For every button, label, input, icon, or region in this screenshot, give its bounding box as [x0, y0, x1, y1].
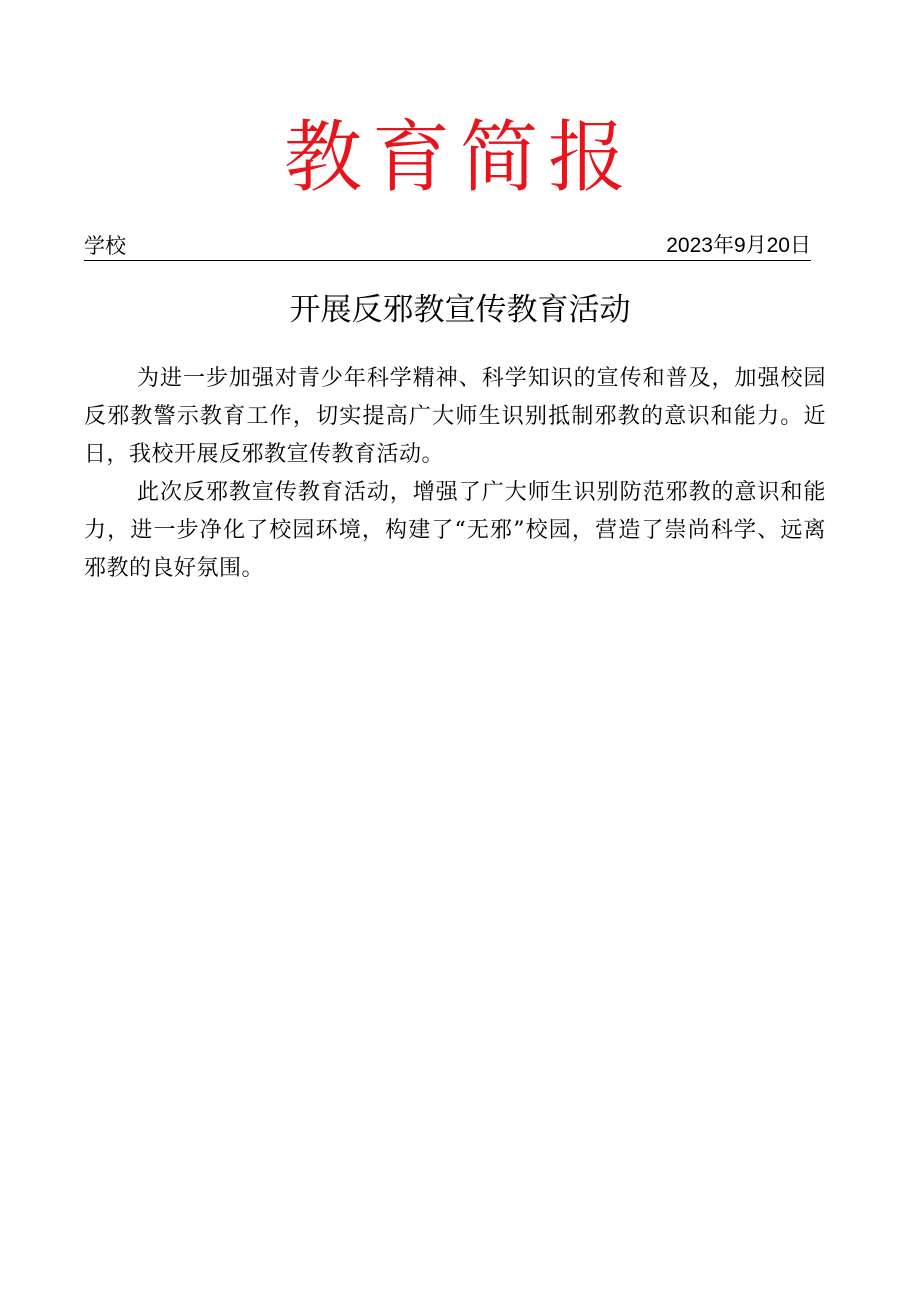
article-title: 开展反邪教宣传教育活动: [289, 292, 631, 328]
newsletter-masthead: 教育简报: [283, 113, 636, 203]
paragraph: 为进一步加强对青少年科学精神、科学知识的宣传和普及，加强校园反邪教警示教育工作，切实提高广大师生识别抵制邪教的意识和能力。近日，我校开展反邪教宣传教育活动。: [84, 366, 826, 467]
article-body: [84, 360, 826, 588]
dateline-bar: [84, 230, 811, 261]
paragraph: 此次反邪教宣传教育活动，增强了广大师生识别防范邪教的意识和能力，进一步净化了校园环境，构建了“无邪”校园，营造了崇尚科学、远离邪教的良好氛围。: [84, 480, 826, 581]
issue-date: 2023年9月20日: [666, 234, 811, 257]
school-label: 学校: [84, 234, 126, 258]
